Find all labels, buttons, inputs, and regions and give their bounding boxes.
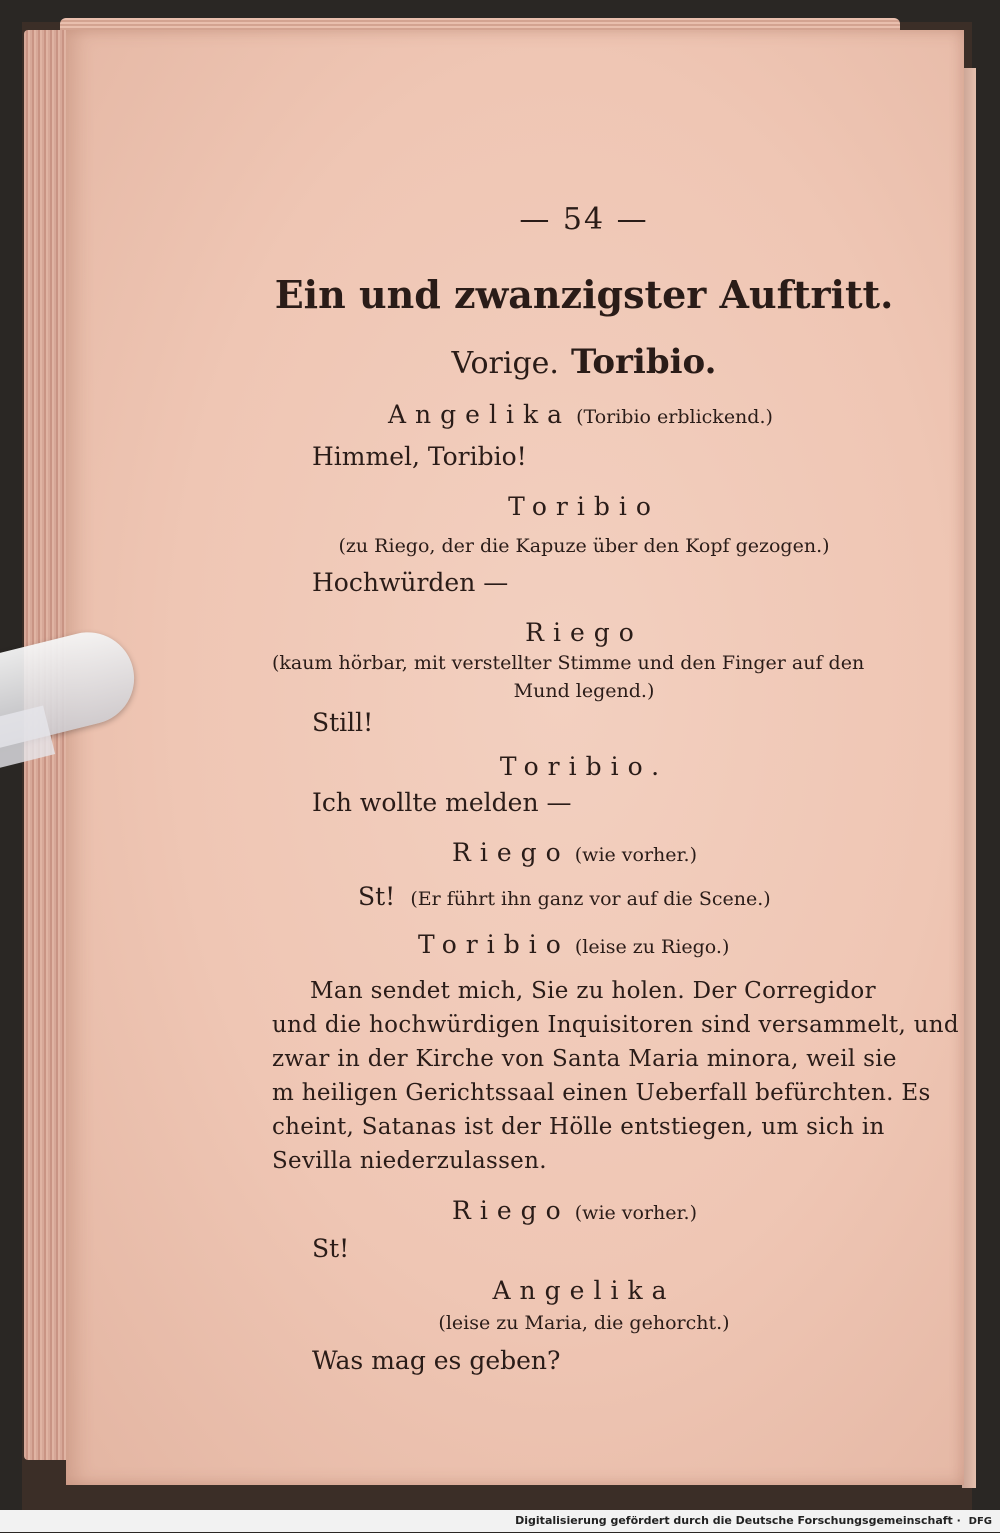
stage-direction: (zu Riego, der die Kapuze über den Kopf gezogen.) [338, 535, 830, 557]
next-page-edge [962, 68, 976, 1488]
speaker-name: Riego [452, 1196, 570, 1225]
speaker-line [418, 930, 729, 959]
speech-line: Man sendet mich, Sie zu holen. Der Corregidor [310, 978, 876, 1004]
dfg-logo: DFG [968, 1516, 992, 1527]
speech-line: cheint, Satanas ist der Hölle entstiegen, um sich in [272, 1114, 885, 1140]
speaker-line [388, 400, 773, 429]
speaker-name: Angelika [388, 400, 571, 429]
speech-line: und die hochwürdigen Inquisitoren sind versammelt, und [272, 1012, 959, 1038]
speech-line-with-direction [358, 882, 771, 911]
speaker-line [452, 838, 697, 867]
stage-direction: (Er führt ihn ganz vor auf die Scene.) [410, 888, 771, 910]
speaker-name: Toribio [508, 492, 660, 521]
speech-line: St! [312, 1234, 350, 1263]
speaker-name: Riego [525, 618, 643, 647]
speaker-name: Toribio [418, 930, 570, 959]
speaker-line [452, 1196, 697, 1225]
stage-direction: (wie vorher.) [574, 1202, 697, 1224]
digitization-footer [0, 1510, 1000, 1532]
speech-line: Hochwürden — [312, 568, 509, 597]
speech-line: Himmel, Toribio! [312, 442, 527, 471]
book-page [66, 30, 964, 1485]
stage-direction: (leise zu Riego.) [574, 936, 730, 958]
speaker-name: Toribio. [499, 752, 669, 781]
characters-plain: Vorige. [451, 346, 559, 381]
stage-direction: (leise zu Maria, die gehorcht.) [438, 1312, 730, 1334]
speech-line: zwar in der Kirche von Santa Maria minora, weil sie [272, 1046, 897, 1072]
speech-line: Still! [312, 708, 374, 737]
stage-direction: (kaum hörbar, mit verstellter Stimme und den Finger auf den [272, 652, 865, 674]
scene-heading: Ein und zwanzigster Auftritt. [274, 272, 894, 317]
stage-direction: (Toribio erblickend.) [576, 406, 773, 428]
speaker-name: Angelika [492, 1276, 676, 1305]
scene-characters [272, 342, 896, 382]
footer-text: Digitalisierung gefördert durch die Deutsche Forschungsgemeinschaft · [515, 1514, 961, 1527]
characters-bold: Toribio. [570, 342, 717, 382]
speech-line: Was mag es geben? [312, 1346, 561, 1375]
speech-line: Sevilla niederzulassen. [272, 1148, 547, 1174]
stage-direction: (wie vorher.) [574, 844, 697, 866]
speech-line: m heiligen Gerichtssaal einen Ueberfall befürchten. Es [272, 1080, 931, 1106]
page-number: — 54 — [519, 202, 649, 237]
stage-direction: Mund legend.) [513, 680, 655, 702]
speaker-name: Riego [452, 838, 570, 867]
speech-text: St! [358, 882, 396, 911]
speech-line: Ich wollte melden — [312, 788, 572, 817]
